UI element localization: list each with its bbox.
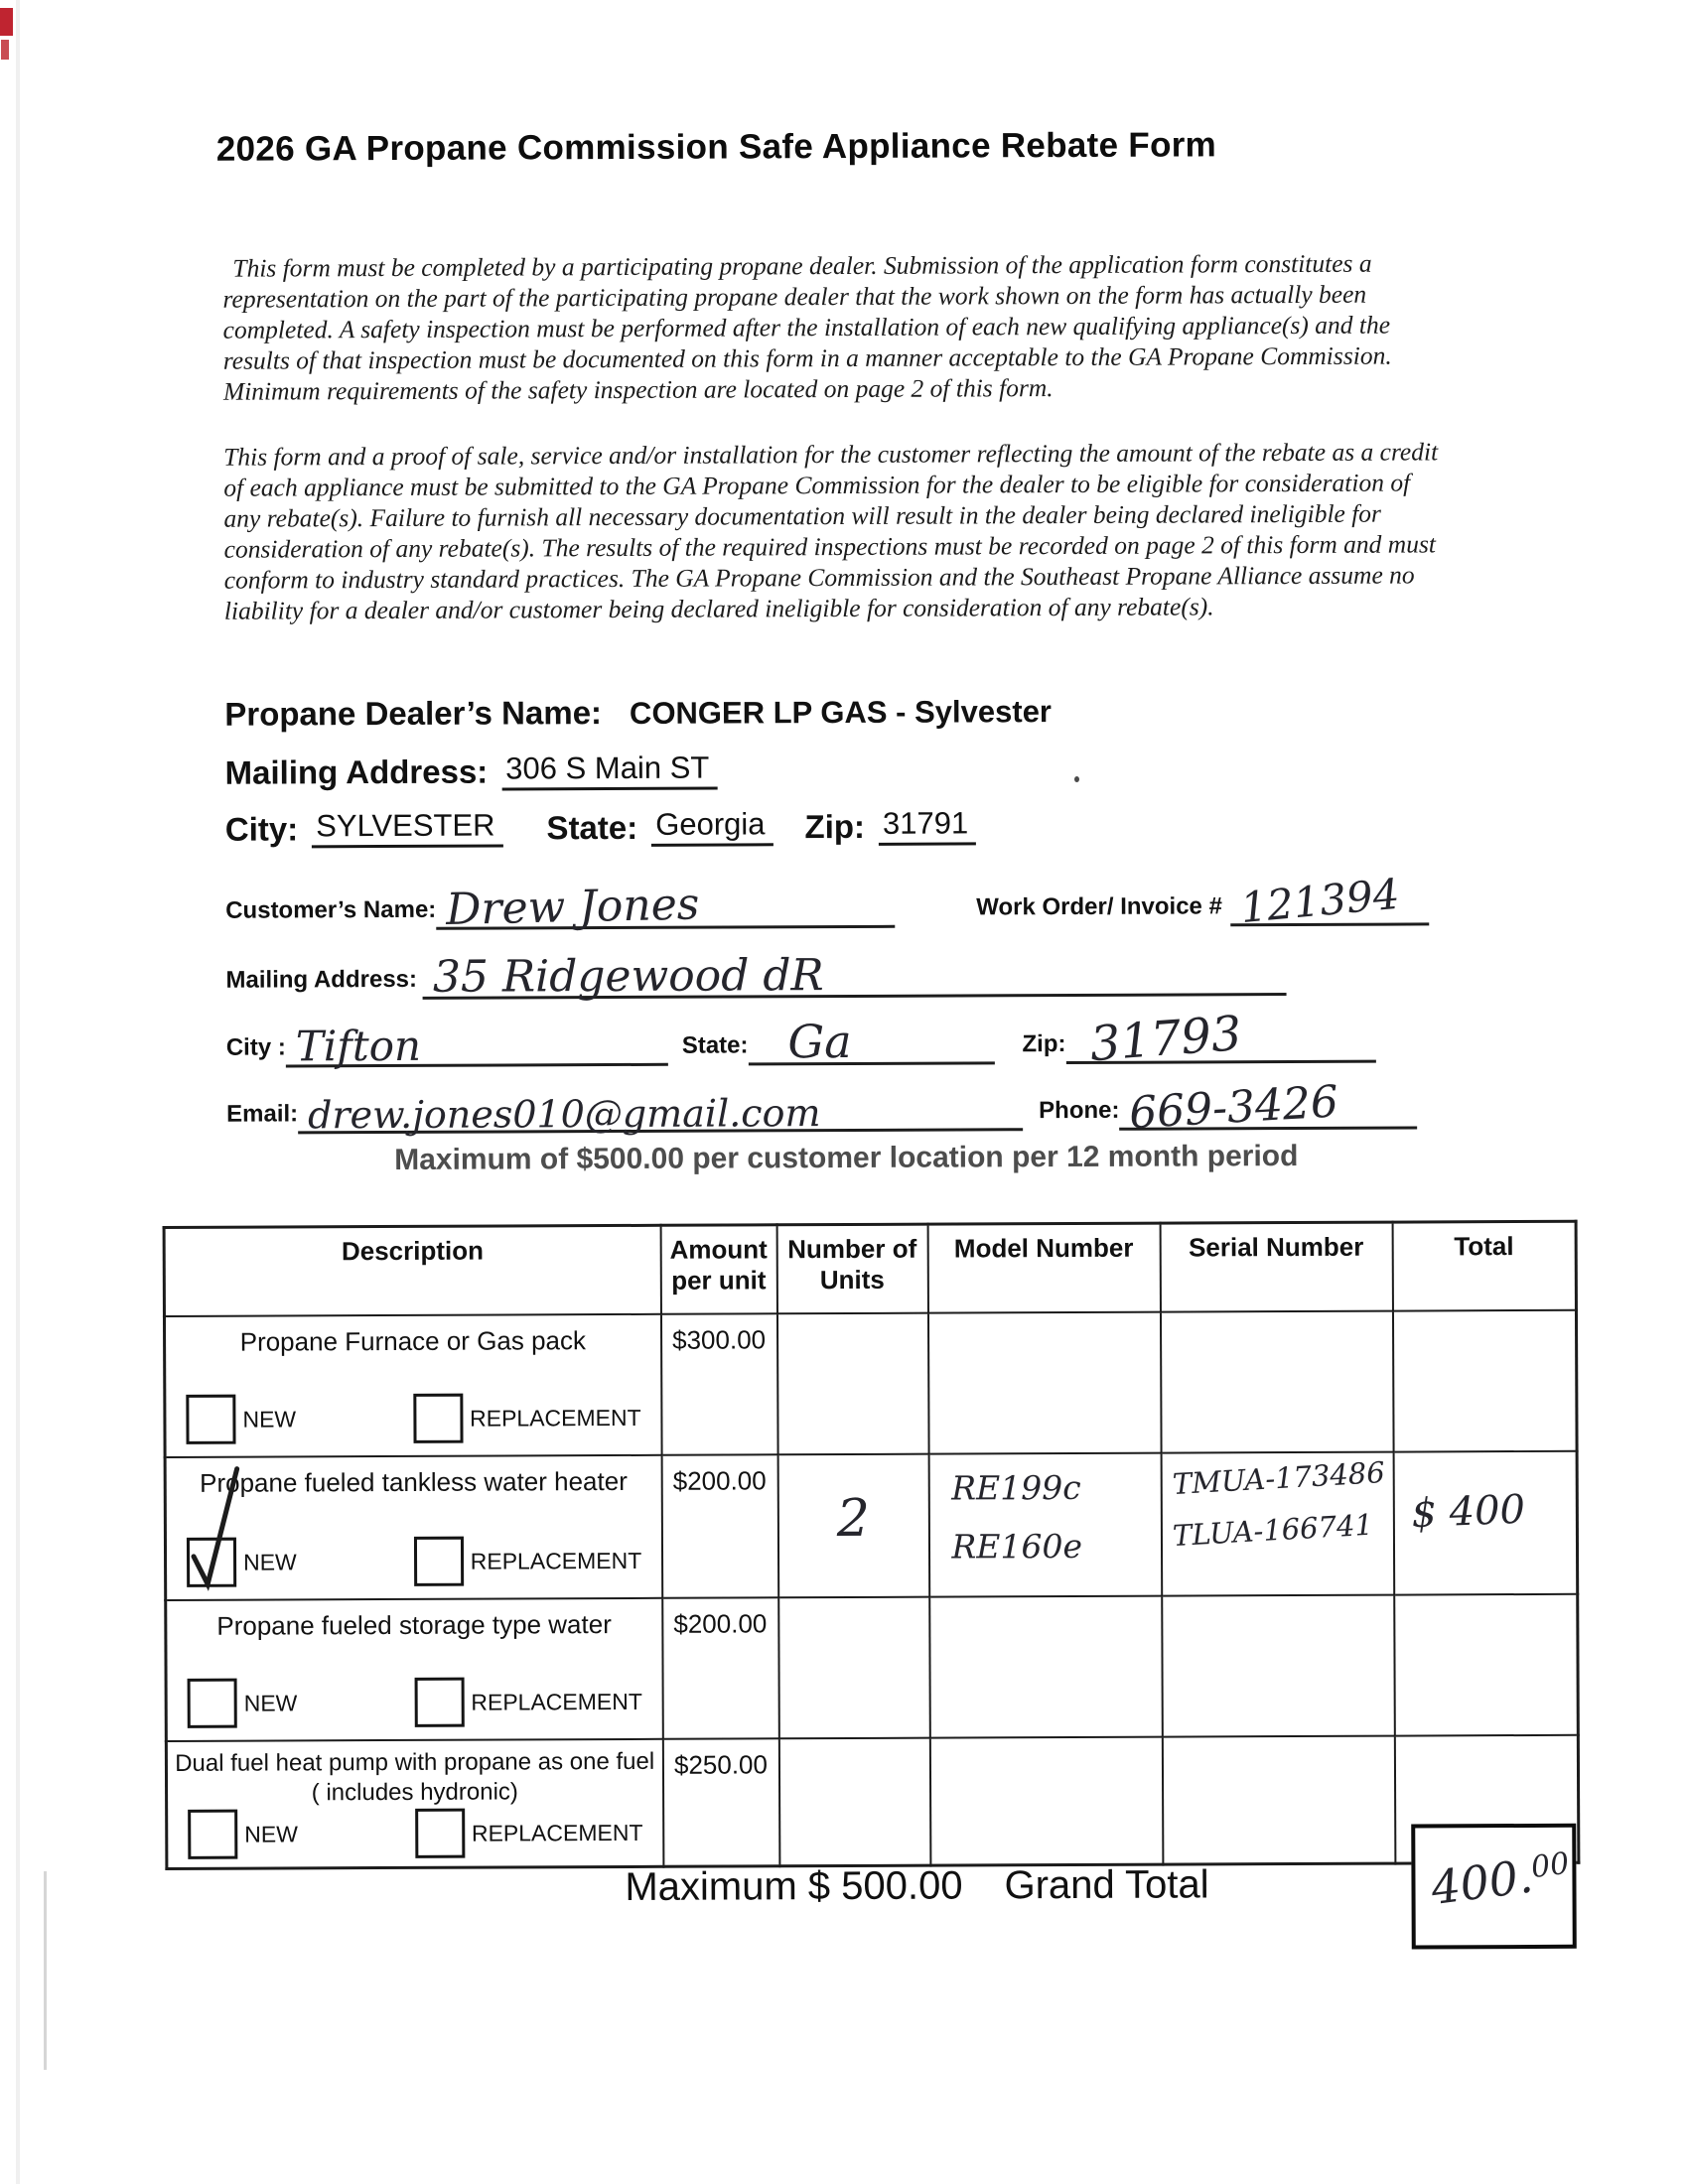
model-cell <box>929 1737 1163 1866</box>
amount-value: $250.00 <box>673 1749 769 1780</box>
serial-handwriting: TLUA-166741 <box>1171 1507 1374 1554</box>
serial-cell <box>1162 1595 1395 1737</box>
units-cell <box>778 1738 930 1866</box>
table-header-row <box>164 1221 1576 1316</box>
replacement-checkbox <box>414 1537 464 1586</box>
phone-field <box>1119 1076 1417 1140</box>
max-per-customer-note: Maximum of $500.00 per customer location per 12 month period <box>394 1140 1299 1176</box>
new-checkbox-label: NEW <box>243 1689 298 1716</box>
customer-zip-label: Zip: <box>1022 1030 1066 1058</box>
new-checkbox <box>187 1538 236 1587</box>
serial-cell <box>1161 1452 1394 1596</box>
header-total: Total <box>1392 1221 1576 1310</box>
dealer-city-value: SYLVESTER <box>312 807 503 848</box>
replacement-checkbox-label: REPLACEMENT <box>470 1404 641 1432</box>
table-row <box>166 1735 1579 1869</box>
email-field <box>298 1078 1023 1138</box>
replacement-checkbox-label: REPLACEMENT <box>471 1688 642 1715</box>
amount-cell <box>662 1738 779 1866</box>
model-cell <box>927 1312 1161 1454</box>
replacement-checkbox-label: REPLACEMENT <box>470 1547 642 1574</box>
header-number-of-units: Number of Units <box>776 1224 927 1313</box>
customer-name-label: Customer’s Name: <box>225 895 437 924</box>
phone-label: Phone: <box>1039 1096 1120 1125</box>
replacement-checkbox <box>413 1394 463 1443</box>
customer-city-field <box>286 1016 668 1071</box>
customer-zip-field <box>1065 1006 1375 1073</box>
customer-mailing-handwriting: 35 Ridgewood dR <box>432 950 824 1003</box>
units-handwriting <box>777 1314 926 1349</box>
total-cell <box>1393 1451 1578 1595</box>
serial-handwriting: TMUA-173486 <box>1171 1455 1386 1502</box>
invoice-handwriting: 121394 <box>1237 869 1402 933</box>
units-cell <box>778 1597 930 1739</box>
total-cell <box>1392 1310 1577 1452</box>
row-description: Dual fuel heat pump with propane as one fuel <box>175 1747 655 1777</box>
customer-name-field <box>436 874 895 935</box>
row-description: Propane fueled tankless water heater <box>200 1465 628 1498</box>
units-cell <box>777 1454 929 1598</box>
dealer-state-value: Georgia <box>651 806 773 847</box>
grand-total-label: Grand Total <box>1004 1862 1209 1908</box>
checkbox-row <box>188 1677 642 1728</box>
customer-state-label: State: <box>681 1031 749 1059</box>
model-handwriting: RE199c <box>951 1467 1081 1508</box>
customer-zip-handwriting: 31793 <box>1087 1006 1244 1073</box>
customer-city-handwriting: Tifton <box>295 1021 422 1071</box>
amount-value: $200.00 <box>673 1608 768 1639</box>
replacement-checkbox <box>415 1809 465 1858</box>
table-row <box>166 1594 1579 1741</box>
dealer-name-label: Propane Dealer’s Name: <box>224 694 603 733</box>
row-description: Propane fueled storage type water <box>216 1609 612 1641</box>
new-checkbox <box>188 1679 237 1728</box>
dealer-mailing-label: Mailing Address: <box>224 752 489 791</box>
rebate-table <box>163 1220 1581 1870</box>
replacement-checkbox <box>414 1678 464 1727</box>
new-checkbox-label: NEW <box>242 1405 297 1433</box>
checkmark-icon <box>184 1461 246 1592</box>
serial-cell <box>1160 1311 1393 1453</box>
customer-mailing-label: Mailing Address: <box>225 965 418 994</box>
form-title: 2026 GA Propane Commission Safe Appliance Rebate Form <box>215 125 1217 169</box>
table-row <box>165 1451 1578 1600</box>
intro-paragraph-1: This form must be completed by a participating propane dealer. Submission of the application form constitutes a representation on the part of the participating propane dealer that the work shown on the form has actually been completed. A safety inspection must be performed after the installation of each new qualifying appliance(s) and the results of that inspection must be documented on this form in a manner acceptable to the GA Propane Commission. Minimum requirements of the safety inspection are located on page 2 of this form. <box>222 248 1392 406</box>
new-checkbox-label: NEW <box>243 1548 297 1575</box>
amount-cell <box>662 1597 779 1739</box>
customer-city-line <box>225 1006 1376 1073</box>
dealer-name-value: CONGER LP GAS - Sylvester <box>629 694 1053 731</box>
checkbox-row <box>186 1393 640 1444</box>
new-checkbox <box>186 1395 235 1444</box>
grand-total-dollars: 400. <box>1428 1848 1536 1916</box>
description-cell <box>165 1455 662 1600</box>
dealer-city-label: City: <box>224 810 299 848</box>
total-handwriting: $ 400 <box>1410 1486 1526 1538</box>
customer-name-handwriting: Drew Jones <box>445 879 700 935</box>
description-cell <box>166 1739 663 1869</box>
grand-total-max-label: Maximum $ 500.00 <box>625 1863 963 1909</box>
customer-name-line <box>225 869 1429 935</box>
model-cell <box>929 1596 1163 1738</box>
customer-mailing-field <box>423 943 1287 1003</box>
checkbox-row <box>187 1536 641 1587</box>
new-checkbox-label: NEW <box>244 1820 298 1847</box>
dealer-state-label: State: <box>546 808 638 847</box>
amount-cell <box>661 1454 778 1598</box>
row-description: Propane Furnace or Gas pack <box>239 1325 587 1357</box>
grand-total-handwriting <box>1411 1819 1577 1917</box>
customer-email-line <box>226 1076 1418 1140</box>
model-handwriting: RE160e <box>951 1526 1083 1567</box>
table-row <box>164 1310 1577 1457</box>
description-cell <box>166 1598 663 1741</box>
grand-total-box <box>1411 1824 1577 1950</box>
grand-total-line <box>420 1862 1413 1911</box>
amount-value: $200.00 <box>672 1465 767 1496</box>
customer-city-label: City : <box>225 1033 286 1061</box>
customer-state-handwriting: Ga <box>787 1014 852 1069</box>
total-cell <box>1394 1594 1579 1736</box>
header-description: Description <box>164 1225 660 1316</box>
row-description-line2: ( includes hydronic) <box>311 1778 518 1807</box>
customer-state-field <box>748 1014 994 1069</box>
header-amount-per-unit: Amount per unit <box>660 1225 776 1314</box>
replacement-checkbox-label: REPLACEMENT <box>471 1819 643 1846</box>
units-cell <box>776 1313 928 1455</box>
serial-cell <box>1162 1736 1395 1865</box>
invoice-label: Work Order/ Invoice # <box>976 892 1222 921</box>
amount-value: $300.00 <box>672 1324 767 1355</box>
email-label: Email: <box>226 1100 299 1128</box>
header-serial-number: Serial Number <box>1160 1222 1392 1312</box>
dealer-zip-label: Zip: <box>804 807 866 846</box>
checkbox-row <box>188 1808 642 1859</box>
header-model-number: Model Number <box>927 1223 1160 1313</box>
customer-mailing-line <box>225 946 1287 1001</box>
description-cell <box>164 1314 661 1457</box>
dealer-mailing-line <box>225 751 718 792</box>
new-checkbox <box>188 1810 237 1859</box>
phone-handwriting: 669-3426 <box>1128 1076 1340 1140</box>
invoice-field <box>1230 869 1429 933</box>
dealer-name-line <box>224 692 1052 734</box>
dealer-city-line <box>225 805 977 848</box>
units-handwriting: 2 <box>836 1488 871 1550</box>
amount-cell <box>660 1313 777 1455</box>
model-cell <box>928 1453 1162 1597</box>
email-handwriting: drew.jones010@gmail.com <box>308 1091 821 1138</box>
dealer-zip-value: 31791 <box>879 805 976 845</box>
dealer-mailing-value: 306 S Main ST <box>501 751 717 791</box>
intro-paragraph-2: This form and a proof of sale, service and/or installation for the customer reflecting the amount of the rebate as a credit of each appliance must be submitted to the GA Propane Commission for the dealer to be eligible for consideration of any rebate(s). Failure to furnish all necessary documentation will result in the dealer being declared ineligible for consideration of any rebate(s). The results of the required inspections must be recorded on page 2 of this form and must conform to industry standard practices. The GA Propane Commission and the Southeast Propane Alliance assume no liability for a dealer and/or customer being declared ineligible for consideration of any rebate(s). <box>223 437 1439 625</box>
grand-total-cents: 00 <box>1529 1845 1572 1886</box>
